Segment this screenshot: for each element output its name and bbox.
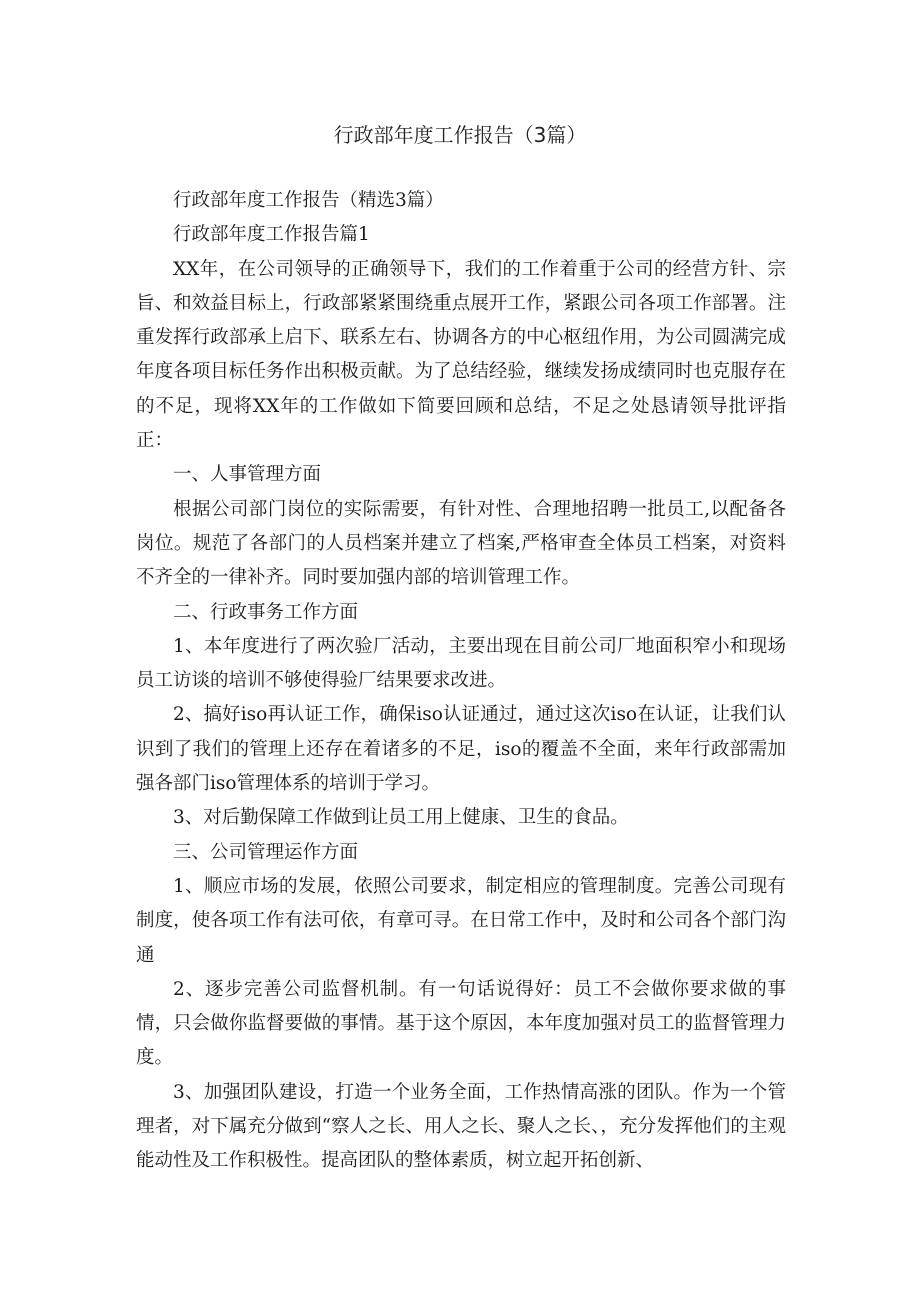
paragraph: XX年，在公司领导的正确领导下，我们的工作着重于公司的经营方针、宗旨、和效益目标上，行政部紧紧围绕重点展开工作，紧跟公司各项工作部署。注重发挥行政部承上启下、联系左右、协调各方的中心枢纽作用，为公司圆满完成年度各项目标任务作出积极贡献。为了总结经验，继续发扬成绩同时也克服存在的不足，现将XX年的工作做如下简要回顾和总结，不足之处恳请领导批评指正： bbox=[136, 258, 786, 452]
paragraph-section-heading: 行政部年度工作报告篇1 bbox=[173, 224, 370, 246]
paragraph-heading: 二、行政事务工作方面 bbox=[173, 601, 359, 623]
paragraph: 1、本年度进行了两次验厂活动，主要出现在目前公司厂地面积窄小和现场员工访谈的培训不够使得验厂结果要求改进。 bbox=[136, 635, 786, 692]
paragraph: 1、顺应市场的发展，依照公司要求，制定相应的管理制度。完善公司现有制度，使各项工作有法可依，有章可寻。在日常工作中，及时和公司各个部门沟通 bbox=[136, 875, 786, 966]
document-title: 行政部年度工作报告（3篇） bbox=[333, 123, 587, 147]
paragraph: 2、搞好iso再认证工作，确保iso认证通过，通过这次iso在认证，让我们认识到了我们的管理上还存在着诸多的不足，iso的覆盖不全面，来年行政部需加强各部门iso管理体系的培训于学习。 bbox=[136, 704, 786, 795]
document-body bbox=[136, 184, 786, 1179]
paragraph-heading: 三、公司管理运作方面 bbox=[173, 841, 359, 863]
paragraph: 3、加强团队建设，打造一个业务全面，工作热情高涨的团队。作为一个管理者，对下属充分做到“察人之长、用人之长、聚人之长、，充分发挥他们的主观能动性及工作积极性。提高团队的整体素质，树立起开拓创新、 bbox=[136, 1081, 786, 1172]
paragraph-heading: 一、人事管理方面 bbox=[173, 464, 322, 486]
paragraph-subtitle: 行政部年度工作报告（精选3篇） bbox=[173, 190, 444, 211]
paragraph: 2、逐步完善公司监督机制。有一句话说得好：员工不会做你要求做的事情，只会做你监督要做的事情。基于这个原因，本年度加强对员工的监督管理力度。 bbox=[136, 978, 786, 1069]
paragraph: 3、对后勤保障工作做到让员工用上健康、卫生的食品。 bbox=[173, 807, 629, 829]
paragraph: 根据公司部门岗位的实际需要，有针对性、合理地招聘一批员工,以配备各岗位。规范了各部门的人员档案并建立了档案,严格审查全体员工档案，对资料不齐全的一律补齐。同时要加强内部的培训管理工作。 bbox=[136, 498, 786, 589]
